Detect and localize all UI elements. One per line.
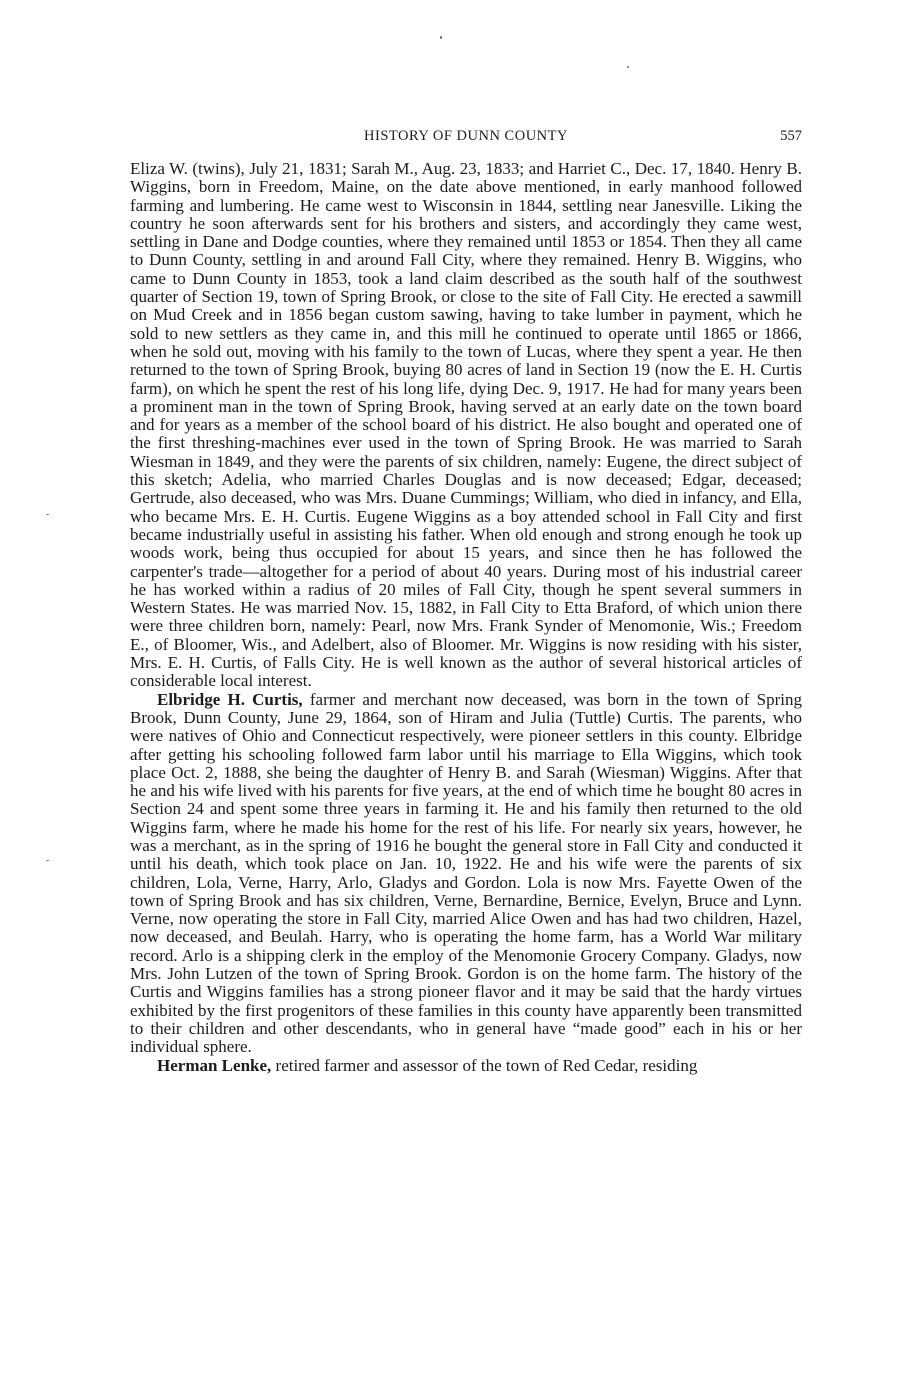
page-number: 557: [780, 128, 802, 144]
subject-name: Elbridge H. Curtis,: [157, 689, 303, 709]
page-header: [130, 128, 802, 148]
body-text: [130, 160, 802, 1075]
paragraph-text: farmer and merchant now deceased, was born in the town of Spring Brook, Dunn County, June 29, 1864, son of Hiram and Julia (Tuttle) Curtis. The parents, who were natives of Ohio and Connecticut respectively, were pioneer settlers in this county. Elbridge after getting his schooling followed farm labor until his marriage to Ella Wiggins, which took place Oct. 2, 1888, she being the daughter of Henry B. and Sarah (Wiesman) Wiggins. After that he and his wife lived with his parents for five years, at the end of which time he bought 80 acres in Section 24 and spent some three years in farming it. He and his family then returned to the old Wiggins farm, where he made his home for the rest of his life. For nearly six years, however, he was a merchant, as in the spring of 1916 he bought the general store in Fall City and conducted it until his death, which took place on Jan. 10, 1922. He and his wife were the parents of six children, Lola, Verne, Harry, Arlo, Gladys and Gordon. Lola is now Mrs. Fayette Owen of the town of Spring Brook and has six children, Verne, Bernardine, Bernice, Evelyn, Bruce and Lynn. Verne, now operating the store in Fall City, married Alice Owen and has had two children, Hazel, now deceased, and Beulah. Harry, who is operating the home farm, has a World War military record. Arlo is a shipping clerk in the employ of the Menomonie Grocery Company. Gladys, now Mrs. John Lutzen of the town of Spring Brook. Gordon is on the home farm. The history of the Curtis and Wiggins families has a strong pioneer flavor and it may be said that the hardy virtues exhibited by the first progenitors of these families in this county have apparently been transmitted to their children and other descendants, who in general have “made good” each in his or her individual sphere.: [130, 689, 802, 1057]
scan-speck: [46, 514, 49, 515]
paragraph-text: Eliza W. (twins), July 21, 1831; Sarah M., Aug. 23, 1833; and Harriet C., Dec. 17, 1840. Henry B. Wiggins, born in Freedom, Maine, on the date above mentioned, in early manhood followed farming and lumbering. He came west to Wisconsin in 1844, settling near Janesville. Liking the country he soon afterwards sent for his brothers and sisters, and accordingly they came west, settling in Dane and Dodge counties, where they remained until 1853 or 1854. Then they all came to Dunn County, settling in and around Fall City, where they remained. Henry B. Wiggins, who came to Dunn County in 1853, took a land claim described as the south half of the southwest quarter of Section 19, town of Spring Brook, or close to the site of Fall City. He erected a sawmill on Mud Creek and in 1856 began custom sawing, having to take lumber in payment, which he sold to new settlers as they came in, and this mill he continued to operate until 1865 or 1866, when he sold out, moving with his family to the town of Lucas, where they spent a year. He then returned to the town of Spring Brook, buying 80 acres of land in Section 19 (now the E. H. Curtis farm), on which he spent the rest of his long life, dying Dec. 9, 1917. He had for many years been a prominent man in the town of Spring Brook, having served at an early date on the town board and for years as a member of the school board of his district. He also bought and operated one of the first threshing-machines ever used in the town of Spring Brook. He was married to Sarah Wiesman in 1849, and they were the parents of six children, namely: Eugene, the direct subject of this sketch; Adelia, who married Charles Douglas and is now deceased; Edgar, deceased; Gertrude, also deceased, who was Mrs. Duane Cummings; William, who died in infancy, and Ella, who became Mrs. E. H. Curtis. Eugene Wiggins as a boy attended school in Fall City and first became industrially useful in assisting his father. When old enough and strong enough he took up woods work, being thus occupied for about 15 years, and since then he has followed the carpenter's trade—altogether for a period of about 40 years. During most of his industrial career he has worked within a radius of 20 miles of Fall City, though he spent several summers in Western States. He was married Nov. 15, 1882, in Fall City to Etta Braford, of which union there were three children born, namely: Pearl, now Mrs. Frank Synder of Menomonie, Wis.; Freedom E., of Bloomer, Wis., and Adelbert, also of Bloomer. Mr. Wiggins is now residing with his sister, Mrs. E. H. Curtis, of Falls City. He is well known as the author of several historical articles of considerable local interest.: [130, 159, 802, 691]
subject-name: Herman Lenke,: [157, 1055, 272, 1075]
paragraph-wiggins-continued: [130, 160, 802, 691]
paragraph-herman-lenke: [130, 1057, 802, 1075]
scan-speck: [46, 860, 49, 861]
paragraph-elbridge-curtis: [130, 691, 802, 1057]
running-head: HISTORY OF DUNN COUNTY: [364, 128, 568, 144]
scan-speck: [440, 36, 442, 39]
scan-speck: [627, 66, 629, 68]
paragraph-text: retired farmer and assessor of the town of Red Cedar, residing: [271, 1055, 698, 1075]
